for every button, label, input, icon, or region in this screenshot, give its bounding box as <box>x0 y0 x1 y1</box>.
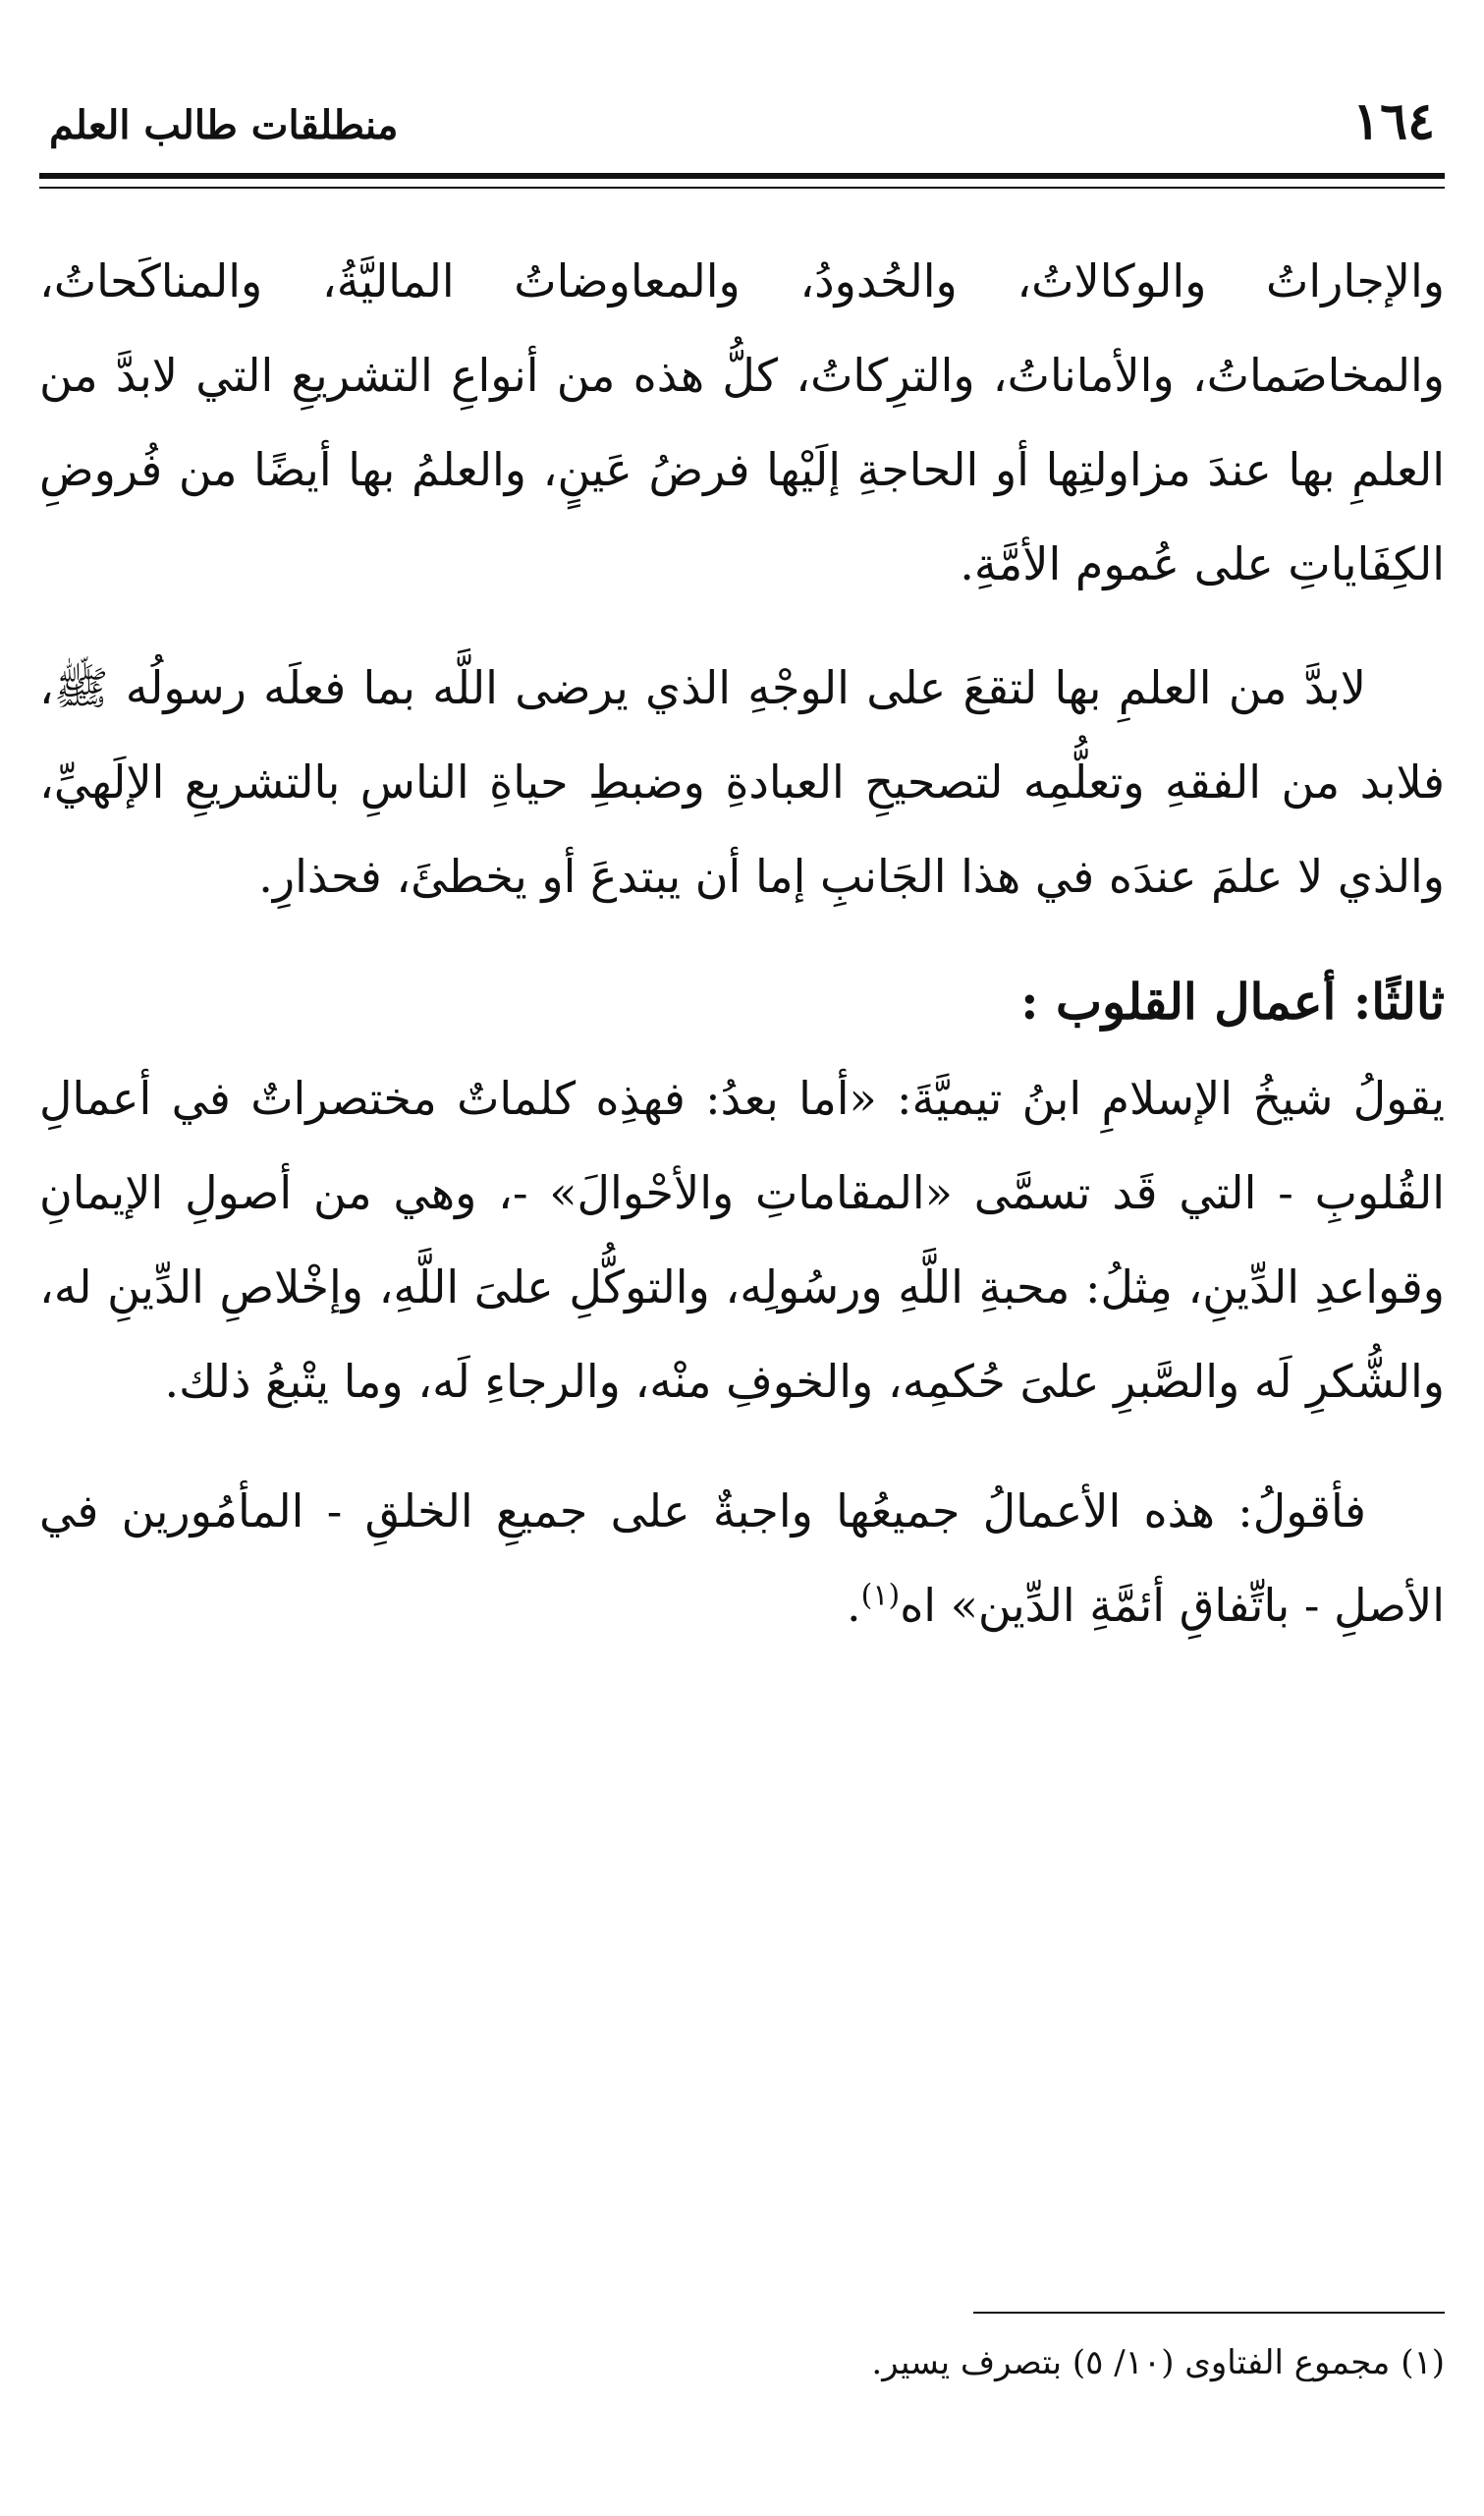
header-rule-thin <box>39 187 1445 189</box>
paragraph-4-text: فأقولُ: هذه الأعمالُ جميعُها واجبةٌ على جميعِ الخلقِ - المأمُورين في الأصلِ - باتِّفاقِ أئمَّةِ الدِّين» اه <box>39 1484 1445 1632</box>
section-heading: ثالثًا: أعمال القلوب : <box>1020 973 1445 1031</box>
footnote-reference: (١) <box>860 1578 901 1613</box>
header-rule-thick <box>39 173 1445 179</box>
paragraph-2: لابدَّ من العلمِ بها لتقعَ على الوجْهِ الذي يرضى اللَّه بما فعلَه رسولُه ﷺ، فلابد من الفقهِ وتعلُّمِه لتصحيحِ العبادةِ وضبطِ حياةِ الناسِ بالتشريعِ الإلَهيِّ، والذي لا علمَ عندَه في هذا الجَانبِ إما أن يبتدعَ أو يخطئَ، فحذارِ. <box>39 661 1445 903</box>
page-header <box>39 90 1445 159</box>
main-text <box>39 234 1445 1652</box>
running-title: منطلقات طالب العلم <box>49 102 399 148</box>
paragraph-4-end: . <box>847 1579 861 1632</box>
paragraph-4 <box>39 1464 1445 1652</box>
paragraph-3: يقولُ شيخُ الإسلامِ ابنُ تيميَّةَ: «أما بعدُ: فهذِه كلماتٌ مختصراتٌ في أعمالِ القُلوبِ - التي قَد تسمَّى «المقاماتِ والأحْوالَ» -، وهي من أصولِ الإيمانِ وقواعدِ الدِّينِ، مِثلُ: محبةِ اللَّهِ ورسُولِه، والتوكُّلِ علىَ اللَّهِ، وإخْلاصِ الدِّينِ له، والشُّكرِ لَه والصَّبرِ علىَ حُكمِه، والخوفِ منْه، والرجاءِ لَه، وما يتْبعُ ذلك. <box>39 1072 1445 1408</box>
page-number: ١٦٤ <box>1352 91 1435 151</box>
footnote-rule <box>973 2312 1445 2314</box>
footnote: (١) مجموع الفتاوى (١٠/ ٥) بتصرف يسير. <box>871 2343 1445 2382</box>
paragraph-1: والإجاراتُ والوكالاتُ، والحُدودُ، والمعاوضاتُ الماليَّةُ، والمناكَحاتُ، والمخاصَماتُ، والأماناتُ، والترِكاتُ، كلُّ هذه من أنواعِ التشريعِ التي لابدَّ من العلمِ بها عندَ مزاولتِها أو الحاجةِ إلَيْها فرضُ عَينٍ، والعلمُ بها أيضًا من فُروضِ الكِفَاياتِ على عُموم الأمَّةِ. <box>39 254 1445 590</box>
